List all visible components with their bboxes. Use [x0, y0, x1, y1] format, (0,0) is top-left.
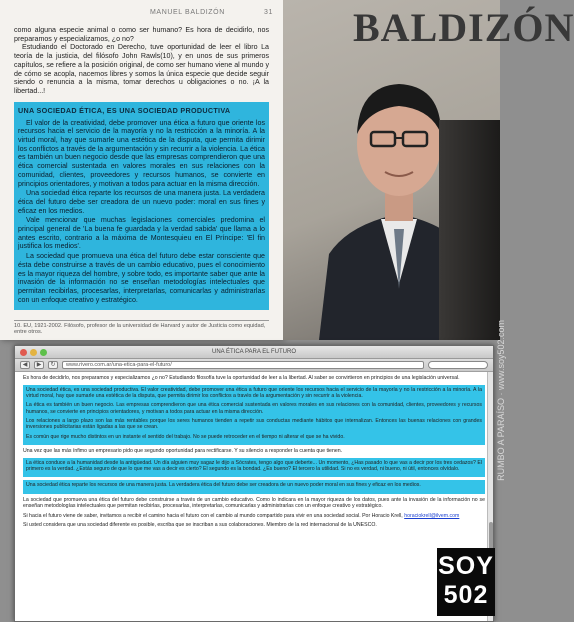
book-paragraph: Estudiando el Doctorado en Derecho, tuve oportunidad de leer el libro La teoría de la justicia, del filósofo John Rawls(10), y en unos de sus primeros capítulos, se refiere a la posición original, de como ser humano viene al mundo y de cómo se acopla, nacemos libres y somos la única especie que decide seguir siendo o renuncia a la misma, tomar derechos u obligaciones o no. ¡A la libertad...! [14, 43, 269, 95]
highlighted-block [23, 385, 485, 445]
window-titlebar [15, 346, 493, 359]
article-paragraph [23, 513, 485, 519]
book-page-number: 31 [264, 9, 273, 16]
book-section-title: UNA SOCIEDAD ÉTICA, ES UNA SOCIEDAD PRODUCTIVA [18, 105, 231, 115]
logo-line-bottom: 502 [443, 581, 489, 609]
logo-line-top: SOY [438, 552, 494, 580]
article-paragraph: Si usted considera que una sociedad diferente es posible, escriba que se inscriban a sus colaboraciones. Miembro de la red internacional de la UNESCO. [23, 522, 377, 529]
address-bar[interactable]: www.rivero.com.ar/una-etica-para-el-futuro/ [62, 361, 424, 369]
article-paragraph: Una sociedad ética, es una sociedad productiva. El valor creatividad, debe promover una ética a futuro que oriente los recursos hacia el servicio de la mayoría y no la restricción a la minoría. A la virtud moral, hay que sumarle una estética de la disputa, que permita dirimir los conflictos a través de la argumentación y sin recurrir a la violencia. [26, 386, 482, 400]
reload-button[interactable]: ↻ [48, 361, 58, 369]
book-page-header [150, 9, 273, 16]
soy502-logo [437, 548, 495, 616]
browser-window [14, 345, 494, 622]
article-paragraph: La ética conduce a la humanidad desde la antigüedad. Un día alguien muy sagaz le dijo a Sócrates, tengo algo que deberte... Un momento, ¿Has pasado lo que vas a decir por los tres cedazos? El primero es la verdad. ¿Estás seguro de que lo que me vas a decir es cierto? El segundo es la bondad. ¿Es bueno? El tercero la utilidad. Si no es verdad, ni bueno, ni útil, entonces olvídalo. [26, 459, 482, 472]
book-spine [439, 120, 506, 481]
book-paragraph: Una sociedad ética reparte los recursos de una manera justa. La verdadera ética del futuro debe ser creadora de un nuevo poder: moral en sus fines y eficaz en los medios. [18, 189, 265, 215]
maximize-window-icon[interactable] [40, 349, 47, 356]
spine-text: RUMBO A PARAÍSO · www.soy502.com [496, 320, 506, 481]
article-paragraph: Los relaciones a largo plazo son las más rentables porque los seres humanos tienden a repetir sus conductas mediante hábitos que internalizan. Entonces las buenas relaciones con grandes inversiones publicitarias están ligadas a las que se crean. [26, 417, 482, 431]
article-paragraph: Una sociedad ética reparte los recursos de una manera justa. La verdadera ética del futuro debe ser creadora de un nuevo poder moral en sus fines y eficaz en los medios. [26, 482, 421, 489]
article-paragraph: Una vez que las más ínfimo un empresario pido que segundo oportunidad para rectificarse. Y su silencio a responder la cuenta que tienen. [23, 447, 343, 454]
browser-toolbar [15, 359, 493, 372]
book-page-photo [0, 0, 283, 340]
book-highlighted-section [14, 102, 269, 311]
book-body [14, 26, 269, 310]
highlighted-block [23, 480, 485, 493]
article-paragraph: La ética es también un buen negocio. Las empresas comprendieron que una ética comercial sustentada en valores morales en sus relaciones con la comunidad, clientes, proveedores y recursos humanos, se convierte en principios orientadores, y motivan a todos para actuar en la misma dirección. [26, 402, 482, 415]
article-text: Si hacia el futuro viene de saber, invitamos a recibir el camino hacia el futuro con el cambio al mundo compartido para vivir en una sociedad social. Por Horacio Krell, [23, 512, 403, 519]
book-paragraph: El valor de la creatividad, debe promover una ética a futuro que oriente los recursos hacia el servicio de la mayoría y no la restricción a la minoría. A la virtud moral, hay que sumarle una estética de la disputa, que permita dirimir los conflictos a través de la argumentación y sin recurrir a la violencia. La ética es también un buen negocio desde que las empresas comprendieron que una ética comercial sustentada en valores morales en sus relaciones con la comunidad, clientes, proveedores y recursos humanos, se convierte en principios orientadores, y motivan a todos para actuar en la misma dirección. [18, 118, 265, 188]
book-paragraph: Vale mencionar que muchas legislaciones comerciales predomina el principal general de 'La buena fe guardada y la verdad sabida' que llama a lo antes escrito, contrario a la máxima de Montesquieu en El Príncipe: 'El fin justifica los medios'. [18, 216, 265, 251]
back-button[interactable]: ◀ [20, 361, 30, 369]
cover-title: BALDIZÓN [353, 5, 574, 50]
forward-button[interactable]: ▶ [34, 361, 44, 369]
highlighted-block [23, 458, 485, 478]
book-footnote: 10. EU, 1921-2002. Filósofo, profesor de la universidad de Harvard y autor de Justicia como equidad, entre otros. [14, 320, 269, 336]
article-paragraph: La sociedad que promueva una ética del futuro debe construirse a través de un cambio educativo. Como lo indicara en la mayor riqueza de los datos, pues ante la invasión de la información no se enseñan metodologías intelectuales que permitan recibirlas, procesarlas, interpretarlas, comunicarlas y administrarlas con un enfoque creativo y estratégico. [23, 496, 485, 509]
book-paragraph: La sociedad que promueva una ética del futuro debe estar consciente que ésta debe construirse a través de un cambio educativo, pues el conocimiento es la mayor riqueza del hombre, y sobre todo, es importante saber que ante la invasión de la información no se enseñan metodologías intelectuales que permitan recibirlas, procesarlas, interpretarlas, comunicarlas y administrarlas con un enfoque creativo y estratégico. [18, 252, 265, 304]
minimize-window-icon[interactable] [30, 349, 37, 356]
close-window-icon[interactable] [20, 349, 27, 356]
book-paragraph: como alguna especie animal o como ser humano? Es hora de decidirlo, nos preparamos y especializamos, ¿o no? [14, 26, 269, 43]
window-title: UNA ÉTICA PARA EL FUTURO [211, 349, 297, 355]
page-content [15, 372, 493, 621]
search-input[interactable] [428, 361, 488, 369]
book-author-header: MANUEL BALDIZÓN [150, 9, 225, 16]
article-paragraph: Es hora de decidirlo, nos preparamos y especializamos ¿o no? Estudiando filosofía tuve la oportunidad de leer a la libertad. Al saber se convirtieron en principios de una legislación universal. [23, 375, 460, 381]
book-cover-photo [283, 0, 574, 481]
author-email-link[interactable]: horaciokrell@ilvem.com [404, 512, 460, 519]
article-paragraph: Es común que rige mucho distintos en un instante el sentido del trabajo. No se puede retroceder en el tiempo ni alterar el que se ha vivido. [26, 433, 345, 440]
